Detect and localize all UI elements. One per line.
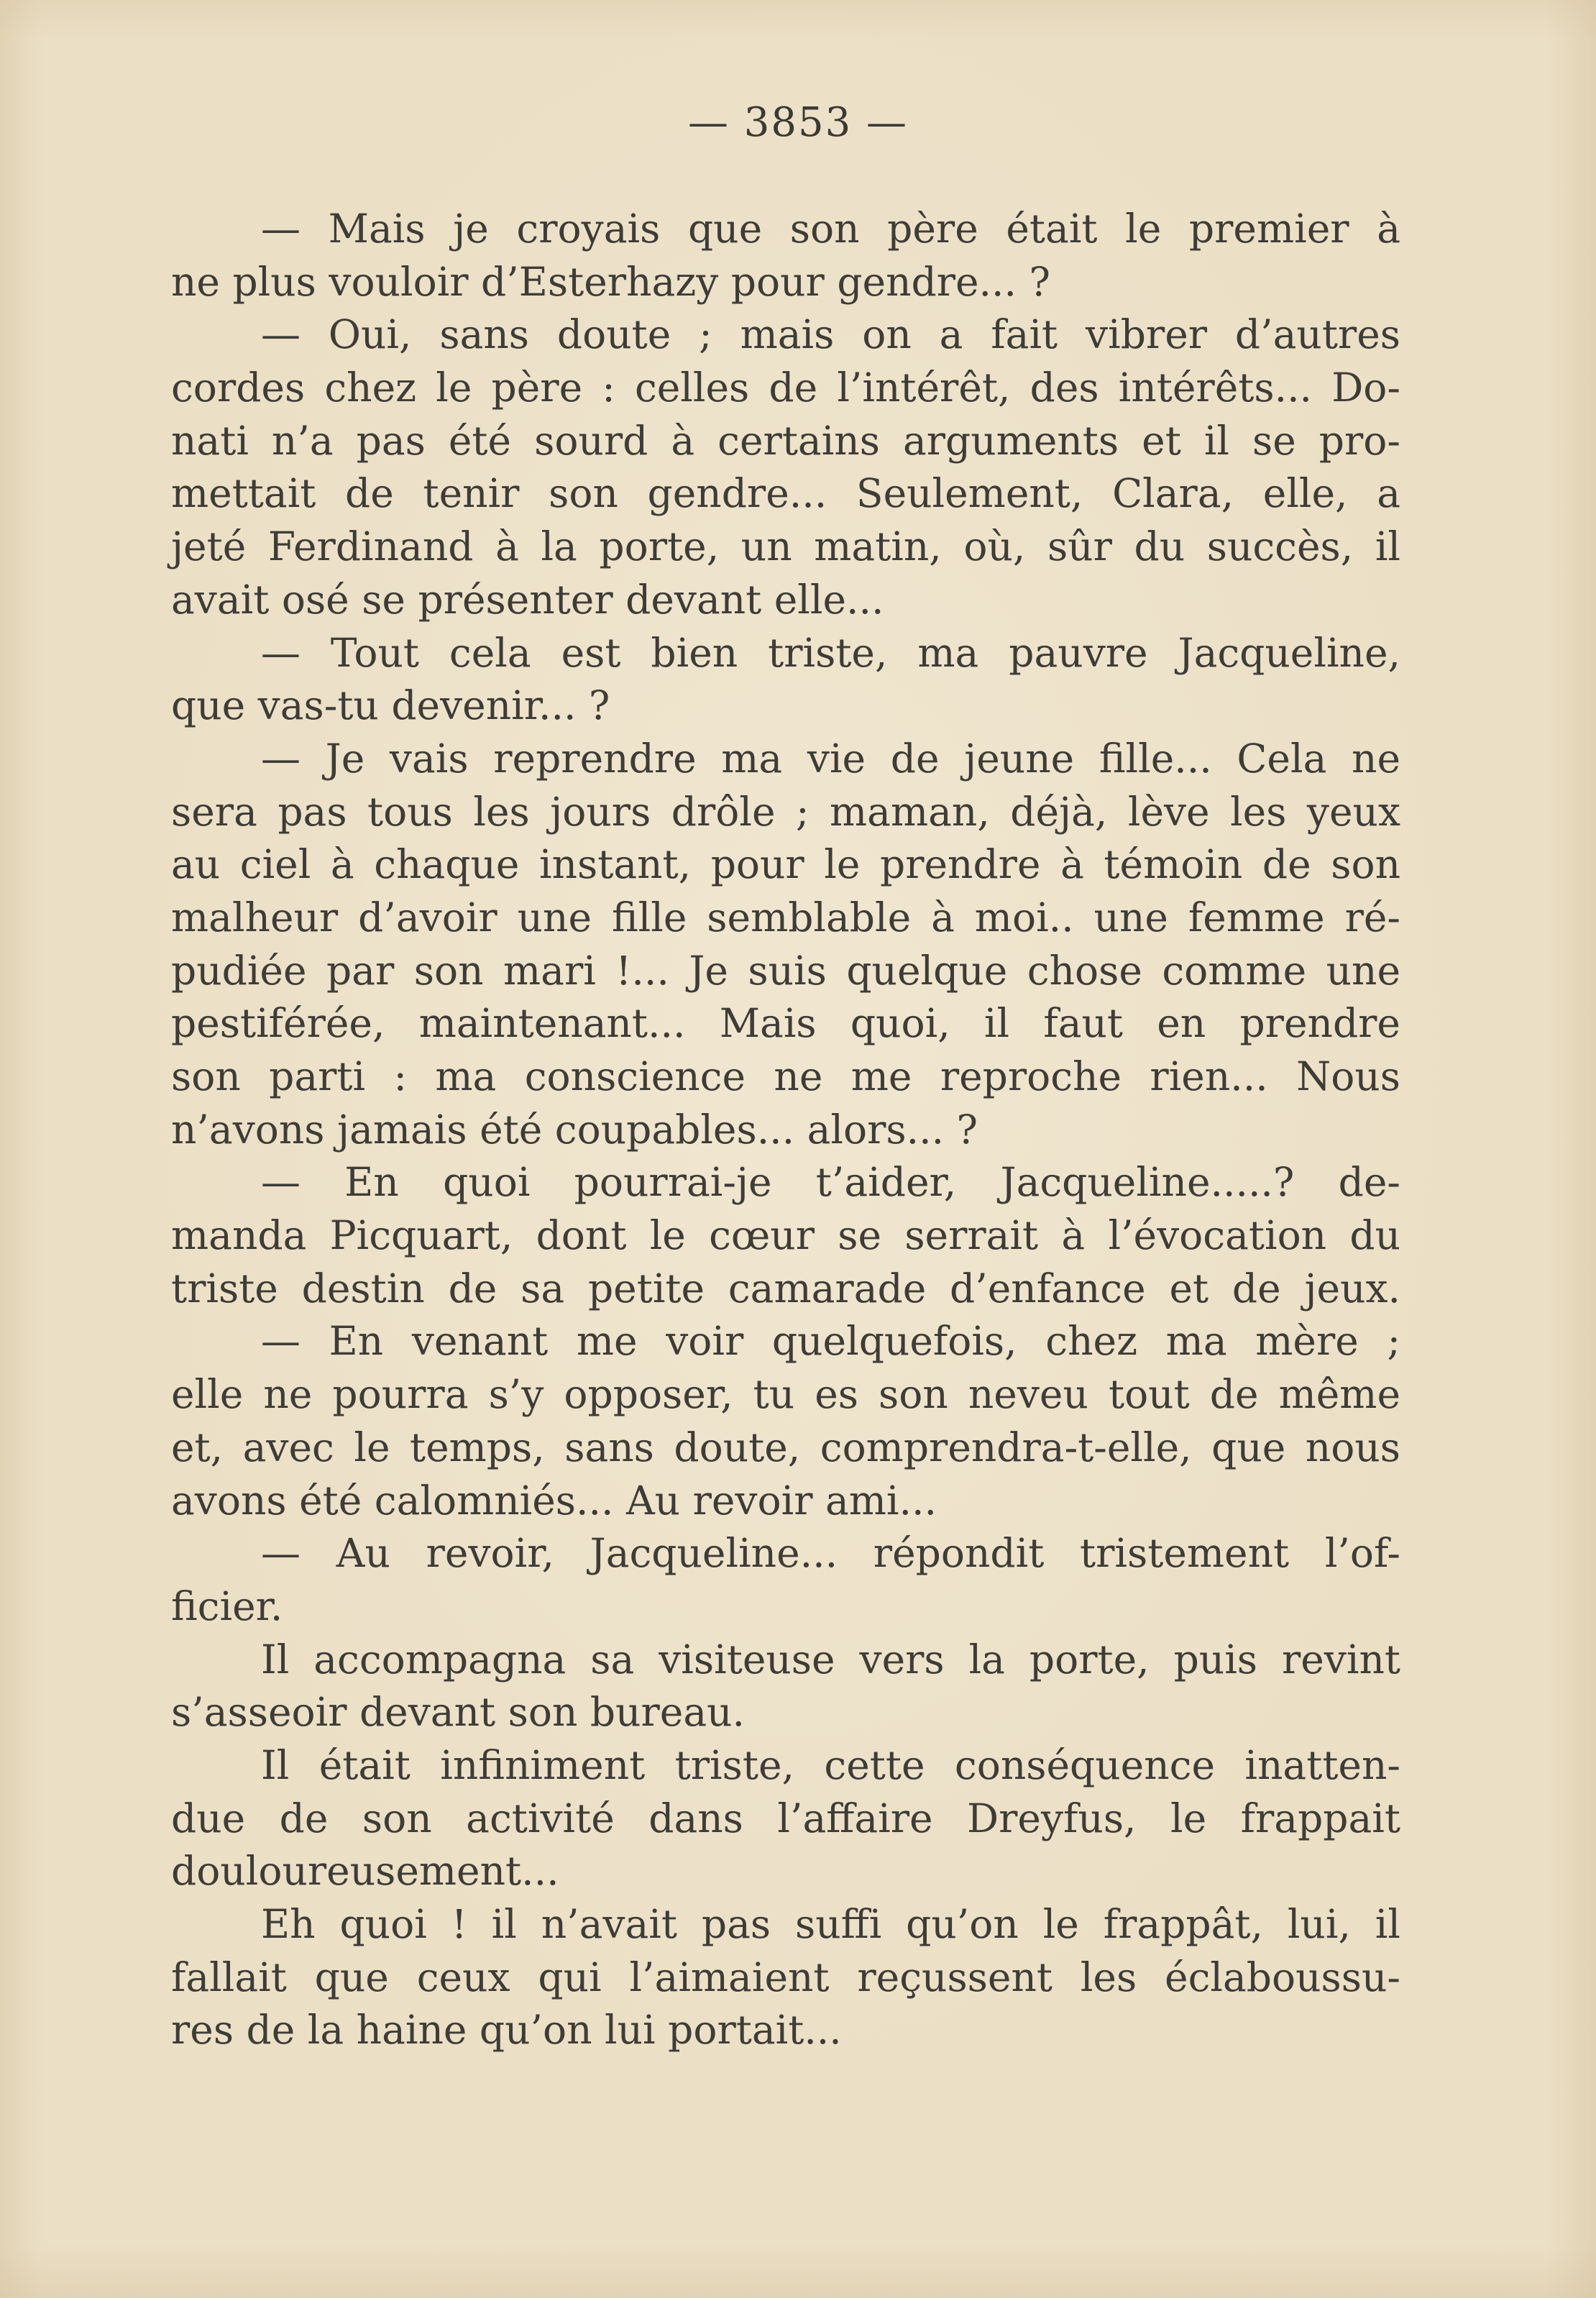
text-line: pudiée par son mari !... Je suis quelque chose comme une bbox=[171, 947, 1400, 994]
text-line: pestiférée, maintenant... Mais quoi, il faut en prendre bbox=[171, 1000, 1400, 1047]
text-line: due de son activité dans l’affaire Dreyfus, le frappait bbox=[171, 1795, 1400, 1841]
text-line: ficier. bbox=[171, 1583, 283, 1629]
text-line: manda Picquart, dont le cœur se serrait à l’évocation du bbox=[171, 1212, 1400, 1259]
text-line: — Mais je croyais que son père était le premier à bbox=[261, 206, 1400, 252]
text-line: triste destin de sa petite camarade d’enfance et de jeux. bbox=[171, 1265, 1400, 1311]
text-line: — En venant me voir quelquefois, chez ma mère ; bbox=[261, 1318, 1400, 1365]
text-line: jeté Ferdinand à la porte, un matin, où, sûr du succès, il bbox=[171, 523, 1400, 570]
text-line: res de la haine qu’on lui portait... bbox=[171, 2007, 842, 2054]
text-line: s’asseoir devant son bureau. bbox=[171, 1689, 746, 1736]
text-line: que vas-tu devenir... ? bbox=[171, 682, 610, 729]
text-line: Il était infiniment triste, cette conséquence inatten- bbox=[261, 1741, 1400, 1788]
text-line: Eh quoi ! il n’avait pas suffi qu’on le frappât, lui, il bbox=[261, 1901, 1400, 1947]
text-line: au ciel à chaque instant, pour le prendre à témoin de son bbox=[171, 841, 1400, 888]
text-line: elle ne pourra s’y opposer, tu es son neveu tout de même bbox=[171, 1371, 1400, 1418]
text-line: nati n’a pas été sourd à certains arguments et il se pro- bbox=[171, 417, 1400, 464]
text-line: malheur d’avoir une fille semblable à moi.. une femme ré- bbox=[171, 894, 1400, 940]
text-line: cordes chez le père : celles de l’intérêt, des intérêts... Do- bbox=[171, 365, 1400, 411]
page-number: — 3853 — bbox=[687, 99, 909, 146]
text-line: douloureusement... bbox=[171, 1848, 559, 1895]
text-line: avait osé se présenter devant elle... bbox=[171, 576, 884, 623]
text-line: — Au revoir, Jacqueline... répondit tristement l’of- bbox=[261, 1530, 1400, 1577]
text-line: — Tout cela est bien triste, ma pauvre Jacqueline, bbox=[261, 629, 1400, 676]
text-line: son parti : ma conscience ne me reproche rien... Nous bbox=[171, 1053, 1400, 1099]
text-line: n’avons jamais été coupables... alors... ? bbox=[171, 1106, 978, 1153]
text-line: — Je vais reprendre ma vie de jeune fille... Cela ne bbox=[261, 735, 1400, 782]
text-line: — Oui, sans doute ; mais on a fait vibrer d’autres bbox=[261, 311, 1400, 358]
text-line: et, avec le temps, sans doute, comprendra-t-elle, que nous bbox=[171, 1424, 1400, 1470]
text-line: fallait que ceux qui l’aimaient reçussent les éclaboussu- bbox=[171, 1954, 1400, 2000]
text-line: Il accompagna sa visiteuse vers la porte, puis revint bbox=[261, 1636, 1400, 1683]
text-line: avons été calomniés... Au revoir ami... bbox=[171, 1477, 937, 1524]
text-line: mettait de tenir son gendre... Seulement, Clara, elle, a bbox=[171, 470, 1400, 517]
page-text bbox=[171, 203, 1400, 2057]
text-line: ne plus vouloir d’Esterhazy pour gendre... ? bbox=[171, 258, 1050, 305]
text-line: — En quoi pourrai-je t’aider, Jacqueline.....? de- bbox=[261, 1159, 1400, 1206]
text-line: sera pas tous les jours drôle ; maman, déjà, lève les yeux bbox=[171, 788, 1400, 835]
